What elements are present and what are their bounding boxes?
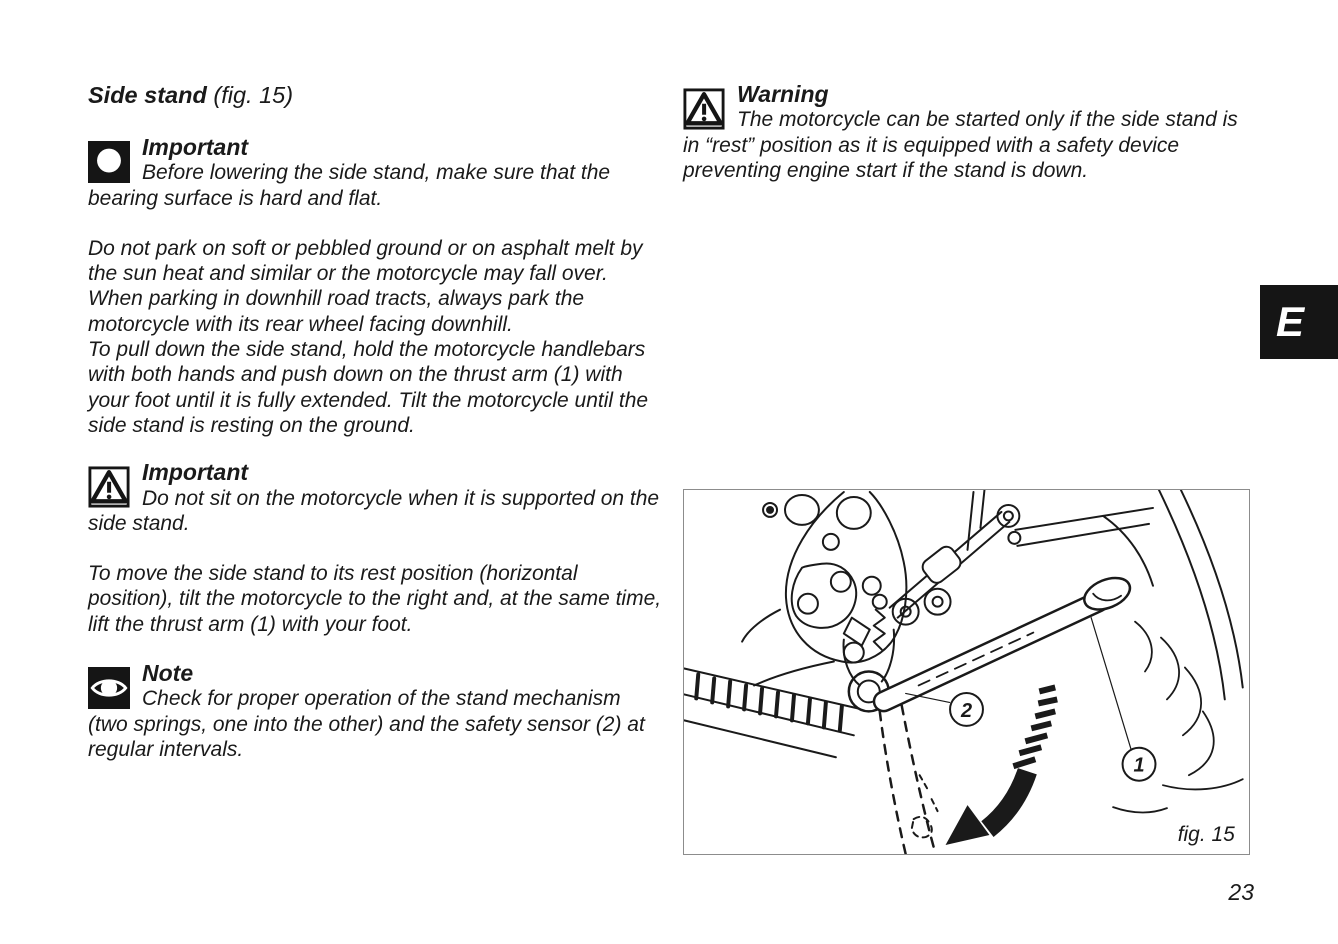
warning-triangle-icon	[88, 466, 130, 508]
right-column	[683, 82, 1257, 183]
circle-in-square-icon	[88, 141, 130, 183]
notice-title: Important	[142, 459, 249, 486]
side-stand-illustration	[684, 490, 1249, 854]
eye-icon	[88, 667, 130, 709]
page-title	[88, 82, 666, 108]
notice-important-2	[88, 460, 666, 536]
notice-important-1	[88, 135, 666, 211]
figure-15-box	[683, 489, 1250, 855]
body-paragraph: To move the side stand to its rest position (horizontal position), tilt the motorcycle to the right and, at the same time, lift the thrust arm (1) with your foot.	[88, 562, 662, 636]
page-title-figure-ref: (fig. 15)	[213, 82, 294, 108]
body-paragraph: Do not park on soft or pebbled ground or on asphalt melt by the sun heat and similar or the motorcycle may fall over.	[88, 236, 643, 286]
body-paragraph-group	[88, 236, 666, 438]
figure-caption: fig. 15	[1177, 823, 1235, 847]
callout-1-label: 1	[1133, 754, 1145, 777]
notice-warning	[683, 82, 1257, 183]
section-tab: E	[1260, 285, 1338, 359]
page-title-text: Side stand	[88, 82, 207, 108]
notice-note	[88, 661, 666, 762]
notice-body: Check for proper operation of the stand mechanism (two springs, one into the other) and the safety sensor (2) at regular intervals.	[88, 687, 645, 761]
warning-triangle-icon	[683, 88, 725, 130]
left-column	[88, 82, 666, 762]
body-paragraph-group	[88, 561, 666, 637]
figure-drawing	[684, 490, 1242, 854]
callout-2	[950, 693, 983, 726]
notice-body: The motorcycle can be started only if the side stand is in “rest” position as it is equipped with a safety device preventing engine start if the stand is down.	[683, 108, 1238, 182]
notice-title: Warning	[737, 81, 829, 107]
body-paragraph: When parking in downhill road tracts, always park the motorcycle with its rear wheel facing downhill.	[88, 287, 585, 336]
notice-body: Before lowering the side stand, make sure that the bearing surface is hard and flat.	[88, 161, 611, 210]
body-paragraph: To pull down the side stand, hold the motorcycle handlebars with both hands and push down on the thrust arm (1) with your foot until it is fully extended. Tilt the motorcycle until the side stand is resting on the ground.	[88, 338, 649, 437]
callout-1	[1123, 748, 1156, 781]
notice-title: Note	[142, 660, 194, 687]
notice-body: Do not sit on the motorcycle when it is supported on the side stand.	[88, 486, 660, 535]
page-number: 23	[1228, 879, 1254, 905]
notice-title: Important	[142, 134, 249, 160]
callout-2-label: 2	[960, 699, 973, 722]
